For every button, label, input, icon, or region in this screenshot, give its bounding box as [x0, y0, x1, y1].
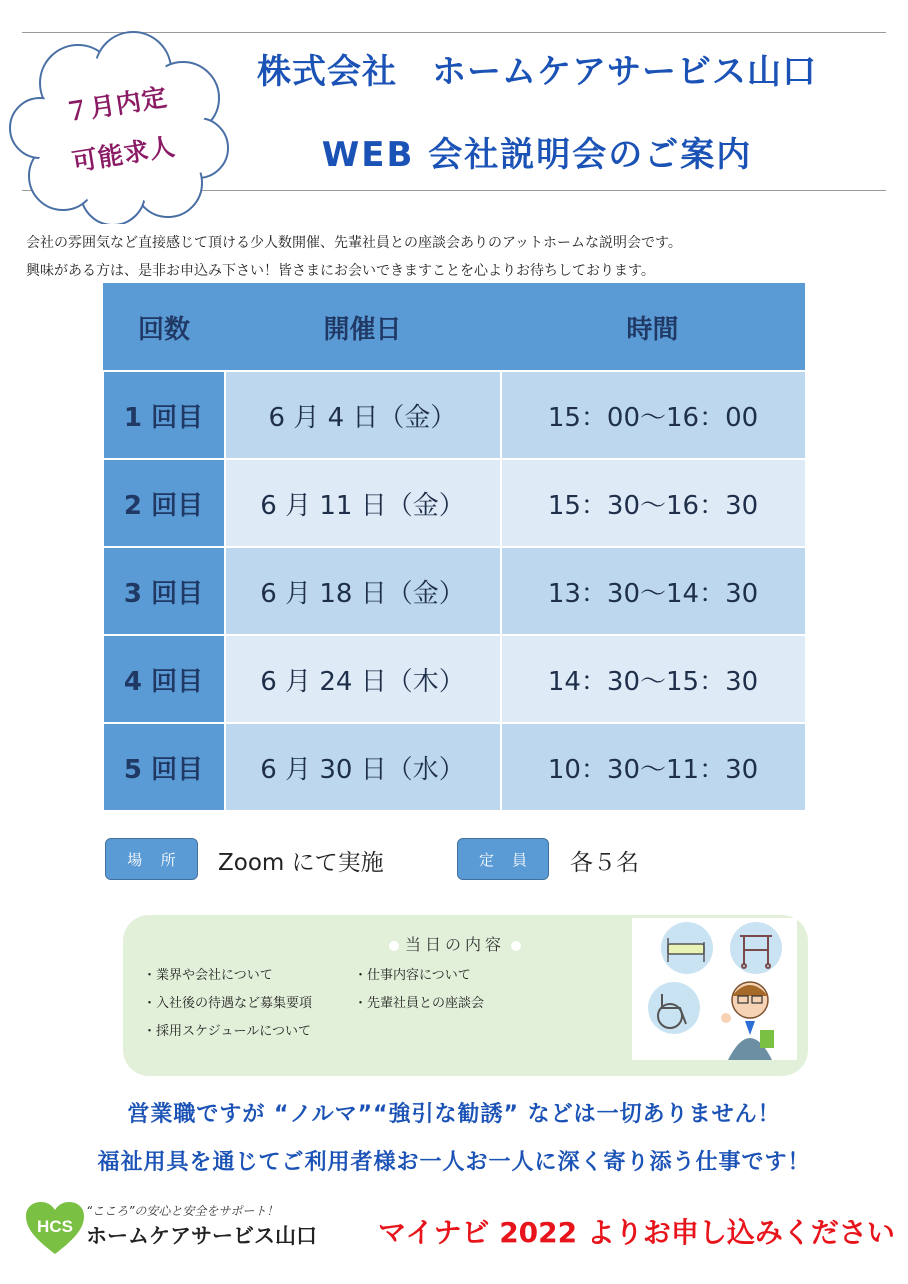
content-item: ・採用スケジュールについて [143, 1024, 311, 1039]
session-date: 6 月 24 日（木） [225, 635, 501, 723]
day-content-title [383, 932, 527, 955]
logo-company-name: ホームケアサービス山口 [86, 1224, 317, 1248]
company-title: 株式会社 ホームケアサービス山口 [257, 52, 817, 92]
session-time: 14：30〜15：30 [501, 635, 805, 723]
intro-line2: 興味がある方は、是非お申込み下さい！皆さまにお会いできますことを心よりお待ちしております。 [26, 263, 655, 279]
session-date: 6 月 18 日（金） [225, 547, 501, 635]
logo-initials: HCS [37, 1217, 73, 1236]
apply-cta: マイナビ 2022 よりお申し込みください [378, 1216, 895, 1249]
schedule-row [104, 723, 805, 810]
header-date: 開催日 [225, 284, 501, 372]
schedule-row [104, 459, 805, 547]
session-count: 3 回目 [104, 547, 225, 635]
capacity-value: 各５名 [570, 850, 639, 876]
schedule-table [103, 283, 805, 810]
intro-line1: 会社の雰囲気など直接感じて頂ける少人数開催、先輩社員との座談会ありのアットホームな説明会です。 [26, 235, 682, 251]
session-time: 13：30〜14：30 [501, 547, 805, 635]
session-date: 6 月 4 日（金） [225, 371, 501, 459]
session-count: 5 回目 [104, 723, 225, 810]
message-line1: 営業職ですが “ノルマ”“強引な勧誘” などは一切ありません！ [127, 1102, 781, 1127]
schedule-row [104, 371, 805, 459]
schedule-row [104, 547, 805, 635]
session-time: 15：30〜16：30 [501, 459, 805, 547]
event-title: WEB 会社説明会のご案内 [321, 135, 753, 175]
header-count: 回数 [104, 284, 225, 372]
logo-tagline: “こころ”の安心と安全をサポート！ [86, 1204, 279, 1218]
care-equipment-icon [632, 918, 797, 1060]
session-count: 4 回目 [104, 635, 225, 723]
place-label-char2: 所 [160, 850, 176, 869]
badge-line2: 可能求人 [70, 131, 178, 177]
capacity-label-char1: 定 [478, 850, 494, 869]
session-count: 1 回目 [104, 371, 225, 459]
header-time: 時間 [501, 284, 805, 372]
place-value: Zoom にて実施 [218, 850, 384, 876]
session-date: 6 月 11 日（金） [225, 459, 501, 547]
badge-line1: ７月内定 [62, 82, 170, 128]
day-content-title-text: 当日の内容 [405, 935, 506, 954]
hcs-heart-logo-icon [24, 1200, 86, 1256]
content-item: ・業界や会社について [143, 968, 273, 983]
capacity-label [457, 838, 549, 880]
capacity-label-char2: 員 [511, 850, 527, 869]
session-date: 6 月 30 日（水） [225, 723, 501, 810]
dot-icon [511, 941, 521, 951]
place-label-char1: 場 [127, 850, 143, 869]
session-time: 10：30〜11：30 [501, 723, 805, 810]
place-label [105, 838, 198, 880]
schedule-header-row [104, 284, 805, 372]
content-item: ・仕事内容について [354, 968, 471, 983]
dot-icon [389, 941, 399, 951]
session-count: 2 回目 [104, 459, 225, 547]
content-item: ・入社後の待遇など募集要項 [143, 996, 313, 1011]
care-illustration [632, 918, 797, 1060]
message-line2: 福祉用具を通じてご利用者様お一人お一人に深く寄り添う仕事です！ [97, 1150, 811, 1175]
content-item: ・先輩社員との座談会 [354, 996, 485, 1011]
schedule-row [104, 635, 805, 723]
session-time: 15：00〜16：00 [501, 371, 805, 459]
